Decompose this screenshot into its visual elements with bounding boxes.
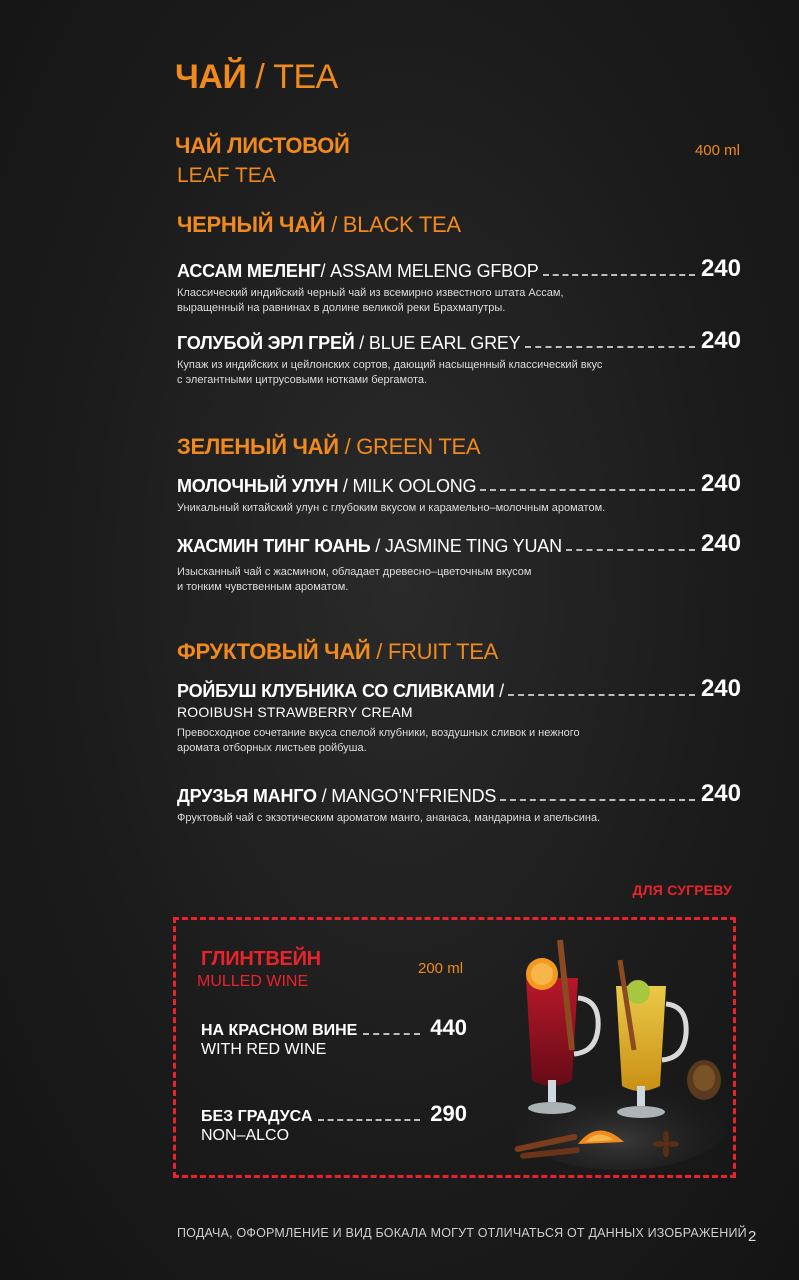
item-description-line: Фруктовый чай с экзотическим ароматом манго, ананаса, мандарина и апельсина. [177,812,601,824]
item-name [177,261,539,282]
category-heading-green-tea [177,434,480,460]
menu-item-blue-earl-grey [177,328,741,388]
item-description [177,726,607,756]
dot-leader [500,799,695,801]
mulled-item-name: БЕЗ ГРАДУСА [201,1108,313,1125]
menu-item-milk-oolong [177,471,741,516]
mulled-item-red-wine [201,1016,467,1059]
item-description [177,286,607,316]
category-name-ru: ФРУКТОВЫЙ ЧАЙ [177,639,371,664]
item-price: 240 [700,470,741,497]
item-name [177,681,504,702]
item-name [177,536,562,557]
category-heading-fruit-tea [177,639,498,665]
mulled-item-price: 440 [430,1015,467,1040]
menu-item-assam [177,256,741,316]
item-name [177,333,521,354]
mulled-wine-volume: 200 ml [418,960,464,977]
item-description [177,358,607,388]
item-name-ru: ДРУЗЬЯ МАНГО [177,786,317,806]
dot-leader [318,1119,420,1121]
category-name-ru: ЗЕЛЕНЫЙ ЧАЙ [177,434,339,459]
category-name-en: / GREEN TEA [338,434,481,459]
leaf-tea-title-ru: ЧАЙ ЛИСТОВОЙ [175,133,350,158]
category-name-en: / BLACK TEA [325,212,461,237]
item-price: 240 [700,327,741,354]
page-number: 2 [748,1228,757,1245]
category-heading-black-tea [177,212,461,238]
item-name-en: / BLUE EARL GREY [354,333,521,353]
item-price: 240 [700,255,741,282]
item-name-en: / JASMINE TING YUAN [370,536,562,556]
mulled-item-price: 290 [430,1101,467,1126]
item-name-ru: АССАМ МЕЛЕНГ [177,261,321,281]
item-description-line: и тонким чувственным ароматом. [177,581,349,593]
mulled-item-non-alco [201,1102,467,1145]
dot-leader [508,694,695,696]
item-description [177,565,607,595]
item-name [177,476,476,497]
mulled-wine-title-ru: ГЛИНТВЕЙН [201,948,321,970]
page-title-ru: ЧАЙ [175,58,247,96]
item-name-en: / [494,681,504,701]
dot-leader [525,346,696,348]
item-name-ru: РОЙБУШ КЛУБНИКА СО СЛИВКАМИ [177,681,495,701]
leaf-tea-title-en: LEAF TEA [177,164,276,187]
item-name-en: / MILK OOLONG [338,476,477,496]
item-description-line: с элегантными цитрусовыми нотками бергамота. [177,374,428,386]
category-name-en: / FRUIT TEA [370,639,499,664]
dot-leader [480,489,695,491]
page-title [175,58,338,97]
item-description-line: Изысканный чай с жасмином, обладает древесно–цветочным вкусом [177,566,532,578]
page-title-en: TEA [273,58,338,96]
page-title-separator: / [246,58,274,96]
item-name [177,786,496,807]
mulled-item-name: НА КРАСНОМ ВИНЕ [201,1022,358,1039]
item-subtitle-en: ROOIBUSH STRAWBERRY CREAM [177,704,413,720]
footer-disclaimer: ПОДАЧА, ОФОРМЛЕНИЕ И ВИД БОКАЛА МОГУТ ОТЛИЧАТЬСЯ ОТ ДАННЫХ ИЗОБРАЖЕНИЙ [177,1226,747,1240]
item-description-line: Уникальный китайский улун с глубоким вкусом и карамельно–молочным ароматом. [177,502,606,514]
dot-leader [566,549,695,551]
warming-section-label: ДЛЯ СУГРЕВУ [632,882,732,898]
item-price: 240 [700,780,741,807]
category-name-ru: ЧЕРНЫЙ ЧАЙ [177,212,326,237]
item-price: 240 [700,530,741,557]
mulled-item-subtitle: WITH RED WINE [201,1041,327,1058]
item-description [177,501,607,516]
item-price: 240 [700,675,741,702]
menu-item-jasmine-ting-yuan [177,531,741,595]
item-name-en: / MANGO’N’FRIENDS [316,786,497,806]
menu-item-rooibush-strawberry [177,676,741,756]
item-description-line: выращенный на равнинах в долине великой реки Брахмапутры. [177,302,506,314]
mulled-wine-drinks-image [508,930,733,1175]
item-description-line: Превосходное сочетание вкуса спелой клубники, воздушных сливок и нежного [177,727,580,739]
dot-leader [363,1033,420,1035]
item-description-line: аромата отборных листьев ройбуша. [177,742,367,754]
item-description-line: Купаж из индийских и цейлонских сортов, дающий насыщенный классический вкус [177,359,603,371]
item-name-ru: МОЛОЧНЫЙ УЛУН [177,476,339,496]
item-name-ru: ЖАСМИН ТИНГ ЮАНЬ [177,536,371,556]
menu-item-mango-friends [177,781,741,826]
dot-leader [543,274,695,276]
item-description-line: Классический индийский черный чай из всемирно известного штата Ассам, [177,287,564,299]
mulled-wine-title-en: MULLED WINE [197,973,309,990]
leaf-tea-volume: 400 ml [694,142,740,159]
item-name-en: / ASSAM MELENG GFBOP [320,261,539,281]
item-name-ru: ГОЛУБОЙ ЭРЛ ГРЕЙ [177,333,355,353]
item-description [177,811,607,826]
mulled-item-subtitle: NON–ALCO [201,1127,290,1144]
